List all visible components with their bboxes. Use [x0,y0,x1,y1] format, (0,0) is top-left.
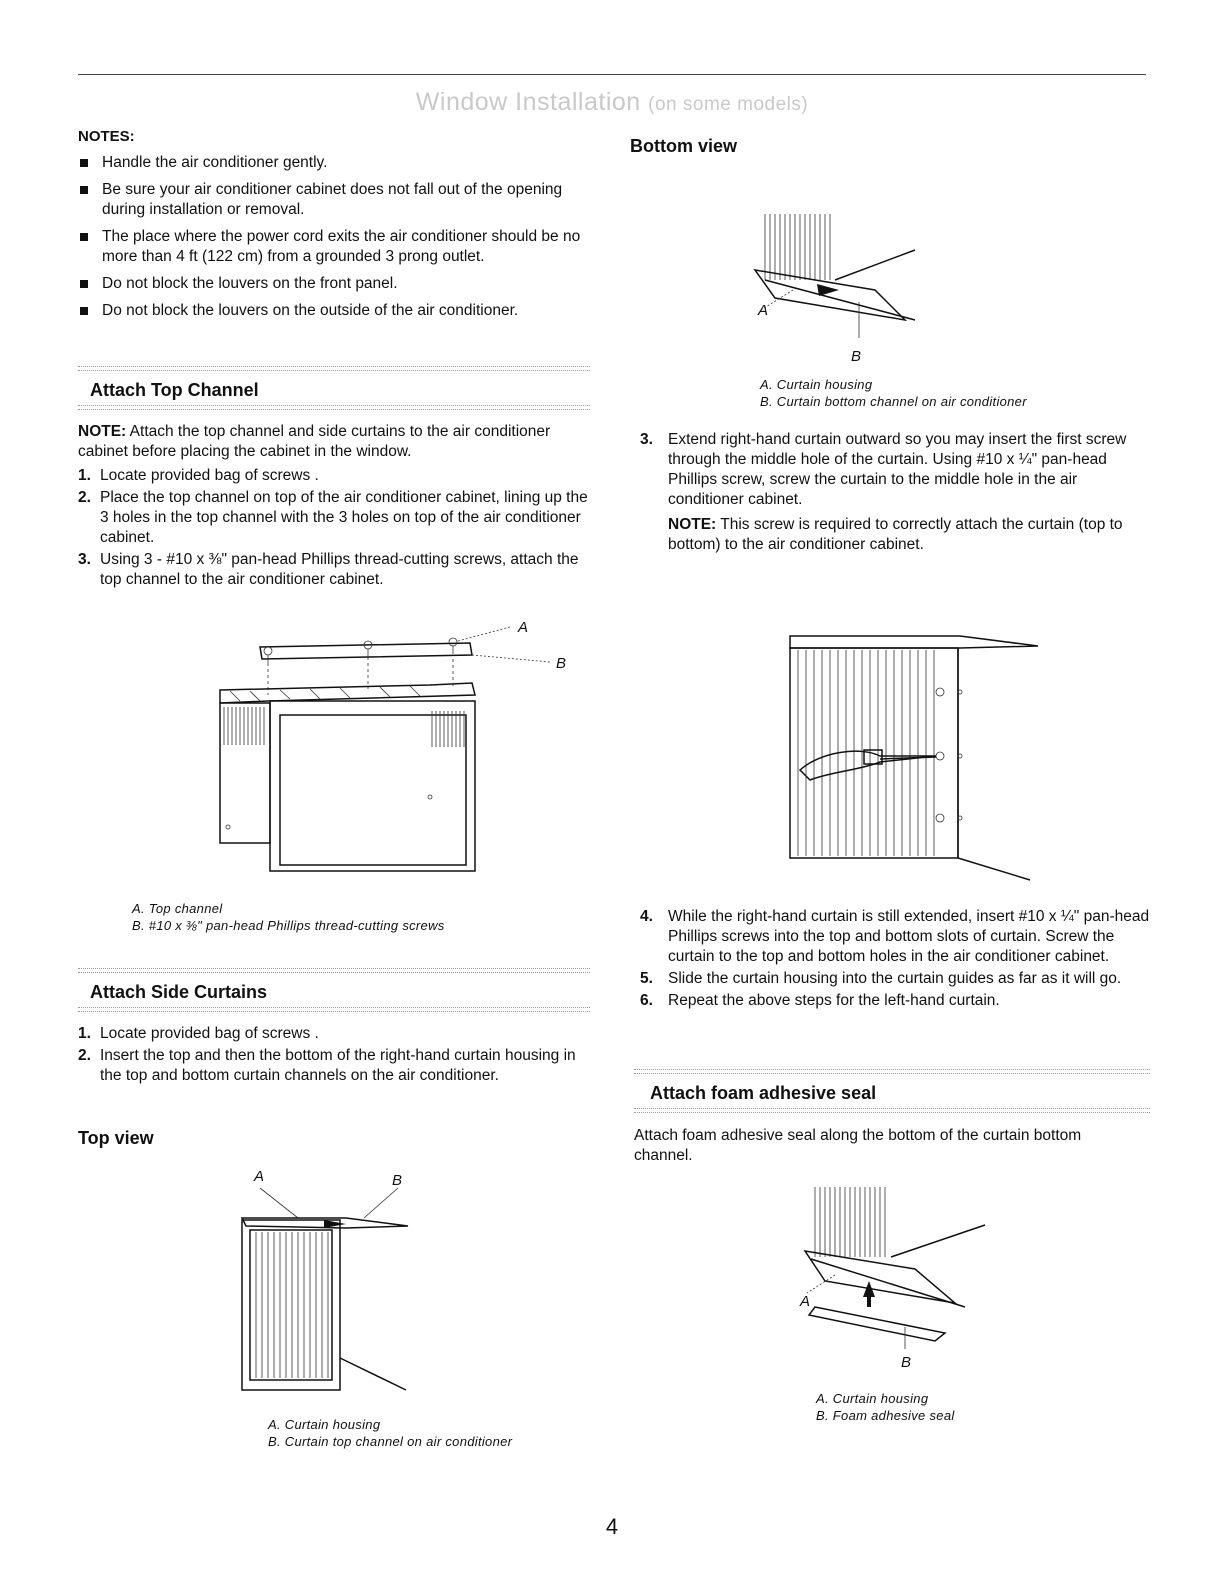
foam-seal-caption: A. Curtain housing B. Foam adhesive seal [816,1391,955,1423]
section-divider [78,405,590,410]
figure-label-a: A [518,619,529,636]
top-view-label-b: B [392,1172,403,1189]
bullet-square-icon [80,159,88,167]
list-item: 3. Using 3 - #10 x ⅜" pan-head Phillips thread-cutting screws, attach the top channel to the air conditioner cabinet. [78,551,579,588]
section-divider [634,1069,1150,1074]
bottom-view-label-a: A [758,302,769,319]
page-number: 4 [605,1514,619,1539]
section-heading-foam-seal: Attach foam adhesive seal [650,1083,877,1103]
list-item: Handle the air conditioner gently. [78,153,588,173]
section-divider [78,366,590,371]
bottom-view-heading: Bottom view [630,136,738,156]
section-divider [634,1108,1150,1113]
bottom-view-label-b: B [851,348,862,365]
foam-seal-text: Attach foam adhesive seal along the bottom of the curtain bottom channel. [634,1127,1082,1164]
notes-list [78,153,588,328]
foam-seal-figure [795,1185,975,1355]
bottom-view-note: NOTE: This screw is required to correctly attach the curtain (top to bottom) to the air conditioner cabinet. [668,516,1123,553]
list-item: 2. Insert the top and then the bottom of the right-hand curtain housing in the top and bottom curtain channels on the air conditioner. [78,1047,576,1084]
bullet-square-icon [80,186,88,194]
foam-seal-label-a: A [800,1293,811,1310]
more-steps [640,907,1150,1013]
list-item: 6. Repeat the above steps for the left-hand curtain. [640,992,1000,1009]
page-title [0,88,1224,117]
section-divider [78,968,590,973]
top-view-heading: Top view [78,1128,154,1148]
bottom-view-step3 [640,430,1150,512]
list-item: 4. While the right-hand curtain is still extended, insert #10 x ¼" pan-head Phillips screws into the top and bottom slots of curtain. Screw the curtain to the top and bottom holes in the air conditioner cabinet. [640,908,1150,965]
foam-seal-label-b: B [901,1354,912,1371]
page-title-text: Window Installation [415,88,641,116]
list-item: 1. Locate provided bag of screws . [78,467,319,484]
top-view-label-a: A [254,1168,265,1185]
bottom-view-figure [755,210,925,340]
list-item: 5. Slide the curtain housing into the curtain guides as far as it will go. [640,970,1122,987]
section-divider [78,1007,590,1012]
notes-heading: NOTES: [78,128,135,145]
top-channel-caption: A. Top channel B. #10 x ⅜" pan-head Phillips thread-cutting screws [132,901,445,933]
list-item: The place where the power cord exits the air conditioner should be no more than 4 ft (122 cm) from a grounded 3 prong outlet. [78,227,588,267]
top-view-caption: A. Curtain housing B. Curtain top channel on air conditioner [268,1417,513,1449]
top-view-figure [236,1178,436,1398]
top-channel-steps [78,466,588,592]
top-channel-figure [210,615,570,875]
top-channel-note: NOTE: Attach the top channel and side curtains to the air conditioner cabinet before placing the cabinet in the window. [78,423,551,460]
bottom-view-caption: A. Curtain housing B. Curtain bottom channel on air conditioner [760,377,1027,409]
curtain-screw-figure [790,630,1040,880]
section-heading-side-curtains: Attach Side Curtains [90,982,268,1002]
bullet-square-icon [80,233,88,241]
bullet-square-icon [80,280,88,288]
list-item: Do not block the louvers on the front panel. [78,274,588,294]
list-item: 3. Extend right-hand curtain outward so you may insert the first screw through the middle hole of the curtain. Using #10 x ¼" pan-head Phillips screw, screw the curtain to the middle hole in the air conditioner cabinet. [640,431,1127,508]
list-item: 2. Place the top channel on top of the air conditioner cabinet, lining up the 3 holes in the top channel with the 3 holes on top of the air conditioner cabinet. [78,489,588,546]
page-title-suffix: (on some models) [648,94,809,115]
section-heading-top-channel: Attach Top Channel [90,380,259,400]
list-item: Do not block the louvers on the outside of the air conditioner. [78,301,588,321]
top-rule [78,74,1146,75]
figure-label-b: B [556,655,567,672]
bullet-square-icon [80,307,88,315]
side-curtain-steps [78,1024,588,1088]
list-item: Be sure your air conditioner cabinet does not fall out of the opening during installation or removal. [78,180,588,220]
list-item: 1. Locate provided bag of screws . [78,1025,319,1042]
